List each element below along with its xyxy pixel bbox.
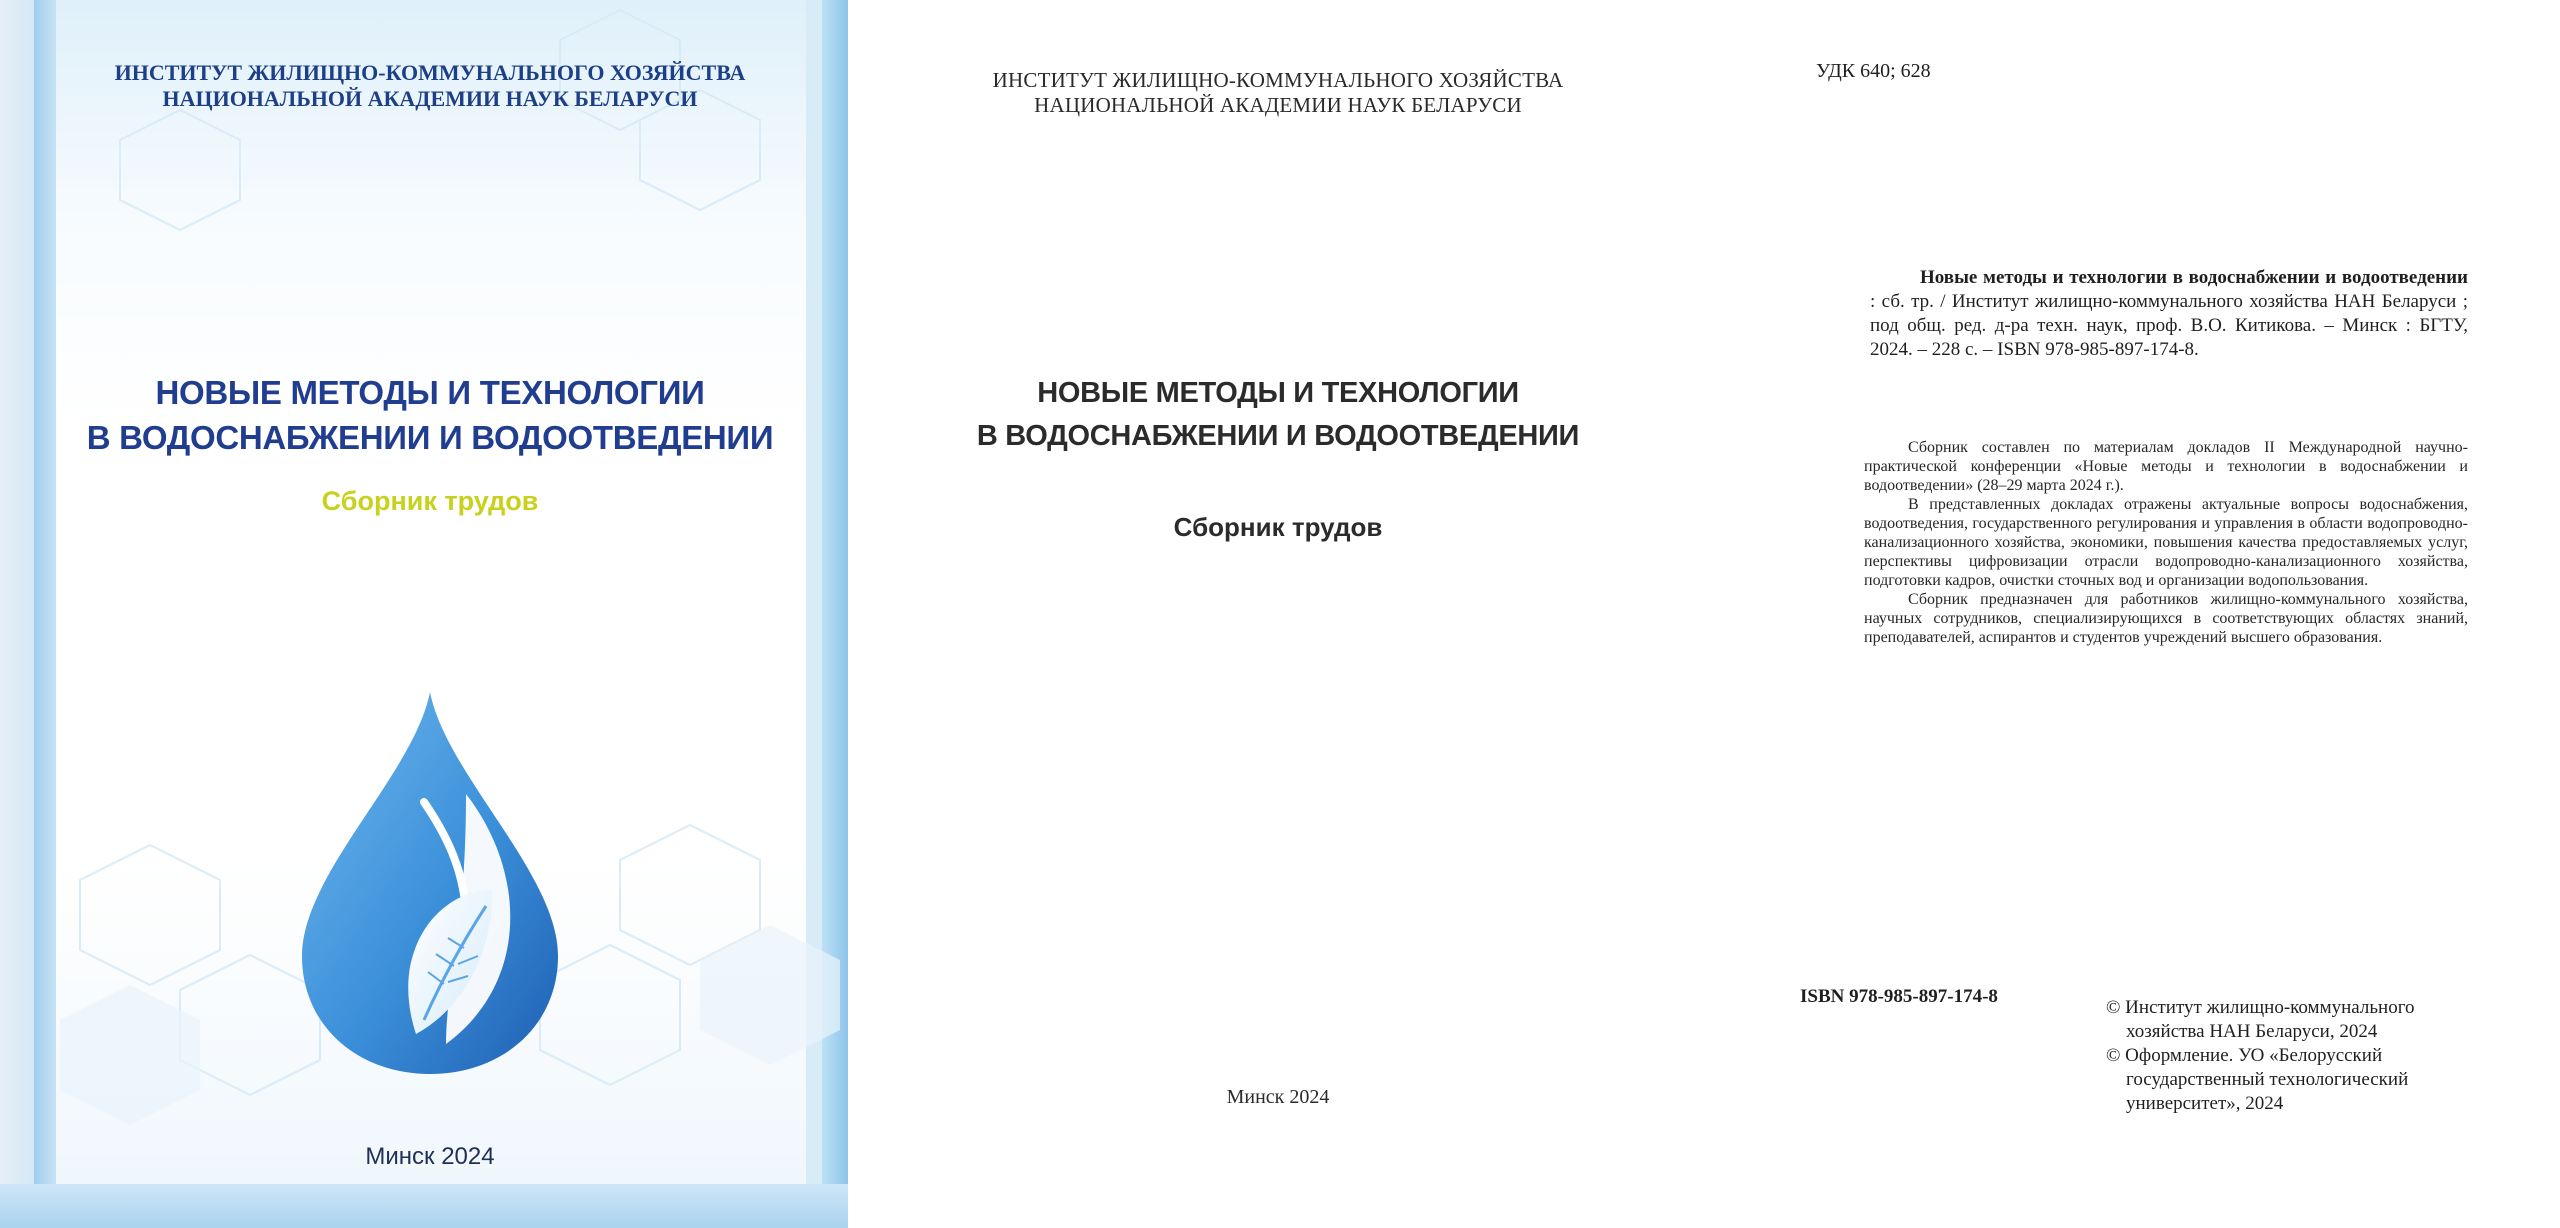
copyright-line-continued: государственный технологический <box>2126 1069 2409 1090</box>
cover-institute <box>60 60 800 112</box>
annotation-paragraph: Сборник составлен по материалам докладов II Международной научно-практической конференции «Новые методы и технологии в водоснабжении и водоотведении» (28–29 марта 2024 г.). <box>1864 439 2468 494</box>
title-page-title-line: НОВЫЕ МЕТОДЫ И ТЕХНОЛОГИИ <box>1037 377 1519 409</box>
copyright-block <box>2106 996 2466 1116</box>
title-page-subtitle: Сборник трудов <box>1173 512 1383 542</box>
copyright-line-continued: университет», 2024 <box>2126 1093 2284 1114</box>
copyright-line: © Оформление. УО «Белорусский <box>2106 1045 2383 1066</box>
udk-code: УДК 640; 628 <box>1816 60 1931 82</box>
cover-title <box>40 370 820 460</box>
bibliographic-title: Новые методы и технологии в водоснабжении и водоотведении <box>1920 267 2468 288</box>
annotation-paragraph: В представленных докладах отражены актуальные вопросы водоснабжения, водоотведения, государственного регулирования и управления в области водопроводно-канализационного хозяйства, экономики, повышения качества предоставляемых услуг, перспективы цифровизации отрасли водопроводно-канализационного хозяйства, подготовки кадров, очистки сточных вод и организации водопользования. <box>1864 496 2468 589</box>
annotation <box>1864 438 2468 647</box>
bibliographic-details: : сб. тр. / Институт жилищно-коммунального хозяйства НАН Беларуси ; под общ. ред. д-ра техн. наук, проф. В.О. Китикова. – Минск : БГТУ, 2024. – 228 с. – ISBN 978-985-897-174-8. <box>1870 291 2468 360</box>
cover-title-line: В ВОДОСНАБЖЕНИИ И ВОДООТВЕДЕНИИ <box>86 419 774 456</box>
cover-title-line: НОВЫЕ МЕТОДЫ И ТЕХНОЛОГИИ <box>155 374 705 411</box>
title-page-institute-line: НАЦИОНАЛЬНОЙ АКАДЕМИИ НАУК БЕЛАРУСИ <box>1034 93 1522 117</box>
cover-bottom-band <box>0 1184 848 1228</box>
title-page-title-line: В ВОДОСНАБЖЕНИИ И ВОДООТВЕДЕНИИ <box>976 420 1580 452</box>
book-cover <box>0 0 848 1228</box>
copyright-line: © Институт жилищно-коммунального <box>2106 997 2415 1018</box>
cover-city-year: Минск 2024 <box>365 1143 495 1170</box>
cover-institute-line: ИНСТИТУТ ЖИЛИЩНО-КОММУНАЛЬНОГО ХОЗЯЙСТВА <box>114 60 746 85</box>
isbn-number: ISBN 978-985-897-174-8 <box>1800 986 1998 1007</box>
water-drop-with-leaf-icon <box>296 684 564 1080</box>
title-page-institute <box>968 68 1588 118</box>
title-page <box>848 0 1720 1228</box>
copyright-line-continued: хозяйства НАН Беларуси, 2024 <box>2126 1021 2378 1042</box>
cover-subtitle: Сборник трудов <box>321 486 539 516</box>
imprint-page <box>1720 0 2560 1228</box>
cover-institute-line: НАЦИОНАЛЬНОЙ АКАДЕМИИ НАУК БЕЛАРУСИ <box>162 86 698 111</box>
title-page-title <box>888 372 1668 458</box>
title-page-city-year: Минск 2024 <box>1226 1086 1330 1108</box>
annotation-paragraph: Сборник предназначен для работников жилищно-коммунального хозяйства, научных сотрудников, специализирующихся в соответствующих областях знаний, преподавателей, аспирантов и студентов учреждений высшего образования. <box>1864 591 2468 646</box>
title-page-institute-line: ИНСТИТУТ ЖИЛИЩНО-КОММУНАЛЬНОГО ХОЗЯЙСТВА <box>992 68 1564 92</box>
bibliographic-record <box>1870 266 2468 362</box>
